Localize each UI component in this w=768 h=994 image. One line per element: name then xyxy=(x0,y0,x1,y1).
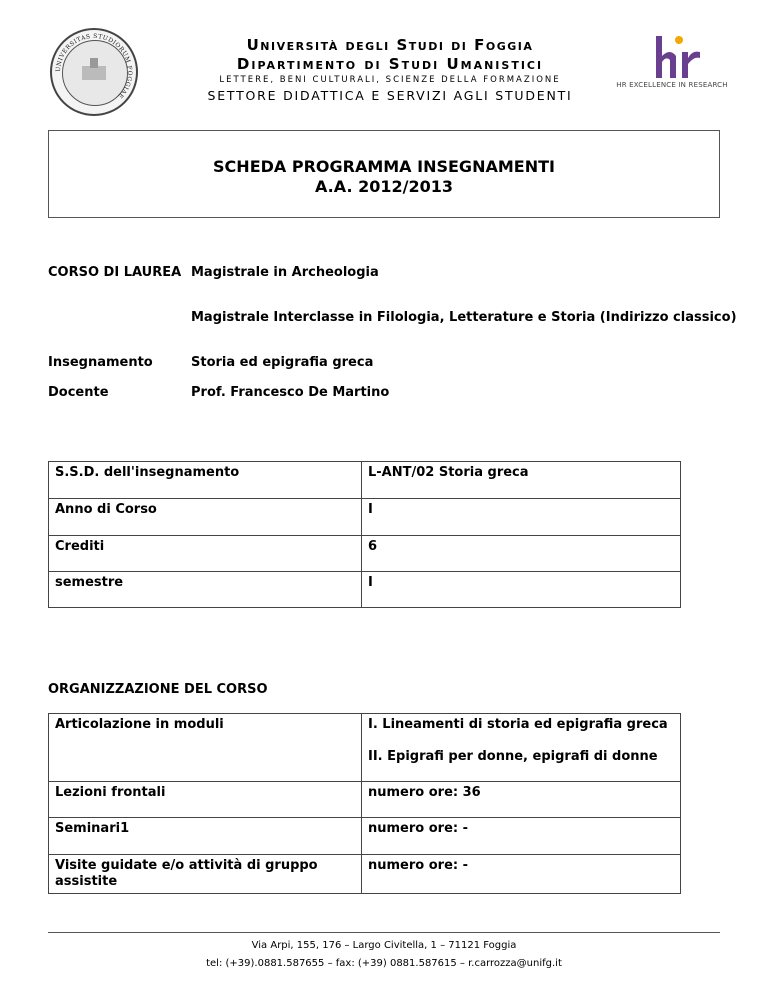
info-value: 6 xyxy=(362,536,681,572)
org-label: Visite guidate e/o attività di gruppo assistite xyxy=(49,855,362,894)
hr-caption: HR EXCELLENCE IN RESEARCH xyxy=(616,81,728,89)
hr-logo-r-arm xyxy=(688,52,700,64)
university-seal xyxy=(50,28,138,116)
table-row xyxy=(49,572,681,608)
info-label: semestre xyxy=(49,572,362,608)
module-1: I. Lineamenti di storia ed epigrafia greca xyxy=(368,717,668,732)
org-value: numero ore: - xyxy=(362,818,681,855)
table-row xyxy=(49,462,681,499)
info-value: I xyxy=(362,499,681,536)
title-box xyxy=(48,130,720,218)
modules-label: Articolazione in moduli xyxy=(49,714,362,782)
modules-cell xyxy=(362,714,681,782)
teacher-label: Docente xyxy=(48,385,109,400)
info-label: S.S.D. dell'insegnamento xyxy=(49,462,362,499)
hr-logo-h-arch xyxy=(662,52,676,78)
teaching-value: Storia ed epigrafia greca xyxy=(191,355,374,370)
teaching-label: Insegnamento xyxy=(48,355,153,370)
seal-ring-svg xyxy=(52,30,136,114)
table-row xyxy=(49,782,681,818)
organization-table xyxy=(48,713,681,894)
org-value: numero ore: 36 xyxy=(362,782,681,818)
sector-name: SETTORE DIDATTICA E SERVIZI AGLI STUDENTI xyxy=(207,88,573,103)
course-label: CORSO DI LAUREA xyxy=(48,265,182,280)
table-row xyxy=(49,855,681,894)
footer-divider xyxy=(48,932,720,933)
course-value-2: Magistrale Interclasse in Filologia, Letterature e Storia (Indirizzo classico) xyxy=(191,310,737,325)
org-label: Lezioni frontali xyxy=(49,782,362,818)
module-2: II. Epigrafi per donne, epigrafi di donne xyxy=(368,749,658,764)
info-label: Anno di Corso xyxy=(49,499,362,536)
footer-contacts: tel: (+39).0881.587655 – fax: (+39) 0881.587615 – r.carrozza@unifg.it xyxy=(206,958,562,969)
info-value: L-ANT/02 Storia greca xyxy=(362,462,681,499)
table-row xyxy=(49,714,681,782)
footer-address: Via Arpi, 155, 176 – Largo Civitella, 1 – 71121 Foggia xyxy=(251,940,517,951)
info-value: I xyxy=(362,572,681,608)
teacher-value: Prof. Francesco De Martino xyxy=(191,385,390,400)
academic-year: A.A. 2012/2013 xyxy=(315,177,453,196)
seal-ring-textpath: UNIVERSITAS STUDIORUM FOGGIAE xyxy=(54,32,134,100)
course-value-1: Magistrale in Archeologia xyxy=(191,265,379,280)
hr-logo-dot xyxy=(675,36,683,44)
table-row xyxy=(49,536,681,572)
info-table xyxy=(48,461,681,608)
hr-excellence-logo-icon xyxy=(618,30,728,100)
hr-logo-h-stem xyxy=(656,36,662,78)
university-name: Università degli Studi di Foggia xyxy=(246,36,534,54)
hr-logo-r-stem xyxy=(682,52,688,78)
document-title: SCHEDA PROGRAMMA INSEGNAMENTI xyxy=(213,157,555,176)
seal-tower-icon xyxy=(90,58,98,68)
info-label: Crediti xyxy=(49,536,362,572)
faculty-name: LETTERE, BENI CULTURALI, SCIENZE DELLA FORMAZIONE xyxy=(219,75,561,85)
organization-heading: ORGANIZZAZIONE DEL CORSO xyxy=(48,682,268,697)
org-value: numero ore: - xyxy=(362,855,681,894)
department-name: Dipartimento di Studi Umanistici xyxy=(236,55,544,73)
table-row xyxy=(49,818,681,855)
org-label: Seminari1 xyxy=(49,818,362,855)
table-row xyxy=(49,499,681,536)
seal-building-icon xyxy=(82,66,106,80)
